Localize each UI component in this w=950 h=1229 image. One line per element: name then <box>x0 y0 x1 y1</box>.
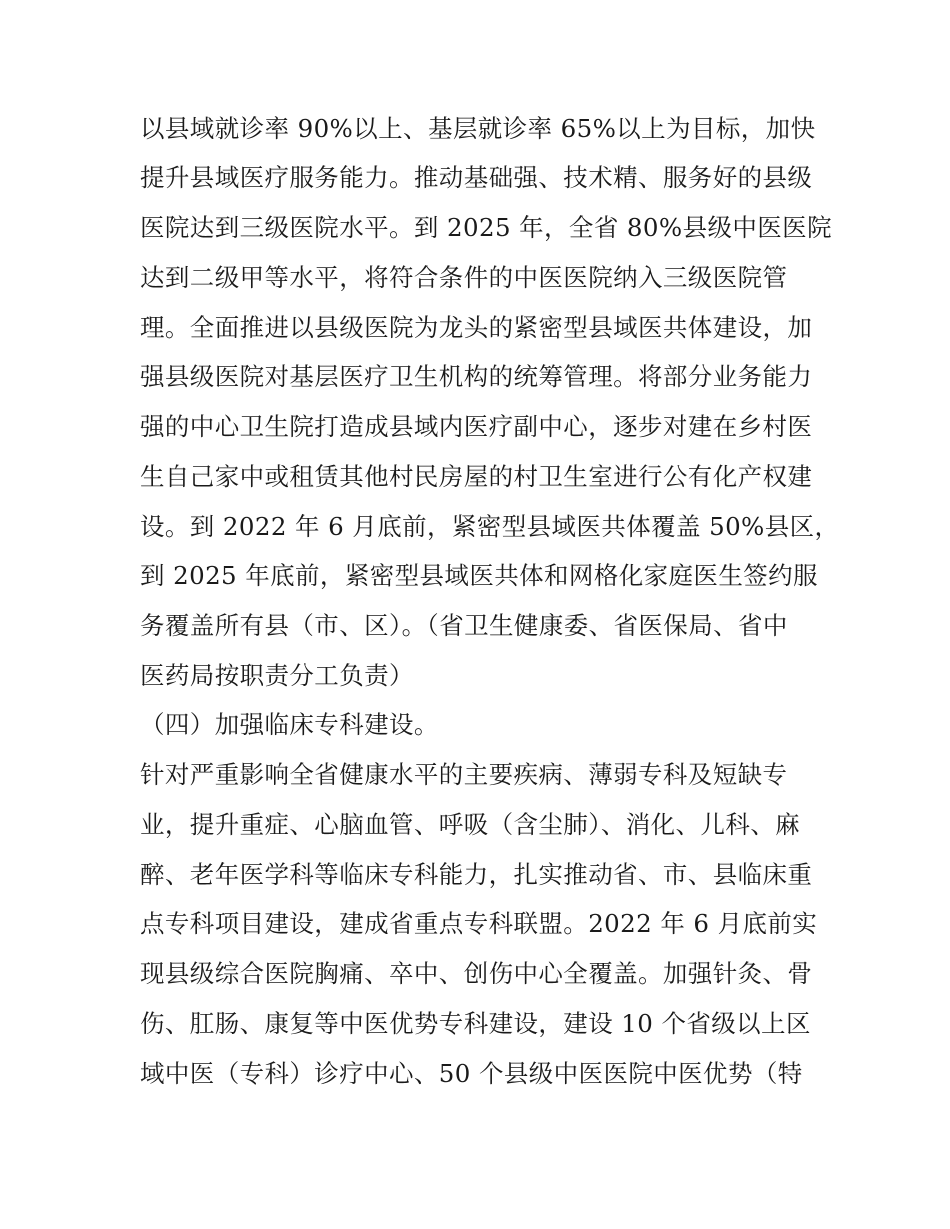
text-line: 强县级医院对基层医疗卫生机构的统筹管理。将部分业务能力 <box>140 362 813 391</box>
text-line: 提升县域医疗服务能力。推动基础强、技术精、服务好的县级 <box>140 163 813 192</box>
section-heading: （四）加强临床专科建设。 <box>140 710 439 739</box>
text-line: 务覆盖所有县（市、区）。（省卫生健康委、省医保局、省中 <box>140 611 788 640</box>
text-line: 医药局按职责分工负责） <box>140 661 414 690</box>
text-line: 域中医（专科）诊疗中心、50 个县级中医医院中医优势（特 <box>140 1059 803 1088</box>
text-line: 理。全面推进以县级医院为龙头的紧密型县域医共体建设，加 <box>140 313 813 342</box>
text-line: 医院达到三级医院水平。到 2025 年，全省 80%县级中医医院 <box>140 213 832 242</box>
text-line: 业，提升重症、心脑血管、呼吸（含尘肺）、消化、儿科、麻 <box>140 810 801 839</box>
text-line: 伤、肛肠、康复等中医优势专科建设，建设 10 个省级以上区 <box>140 1009 811 1038</box>
text-line: 针对严重影响全省健康水平的主要疾病、薄弱专科及短缺专 <box>140 760 788 789</box>
text-line: 点专科项目建设，建成省重点专科联盟。2022 年 6 月底前实 <box>140 909 818 938</box>
text-line: 设。到 2022 年 6 月底前，紧密型县域医共体覆盖 50%县区， <box>140 512 840 541</box>
text-line: 达到二级甲等水平，将符合条件的中医医院纳入三级医院管 <box>140 263 788 292</box>
text-line: 到 2025 年底前，紧密型县域医共体和网格化家庭医生签约服 <box>140 561 818 590</box>
text-line: 强的中心卫生院打造成县域内医疗副中心，逐步对建在乡村医 <box>140 412 813 441</box>
text-line: 以县域就诊率 90%以上、基层就诊率 65%以上为目标，加快 <box>140 114 816 143</box>
text-line: 生自己家中或租赁其他村民房屋的村卫生室进行公有化产权建 <box>140 462 813 491</box>
text-line: 现县级综合医院胸痛、卒中、创伤中心全覆盖。加强针灸、骨 <box>140 959 813 988</box>
text-line: 醉、老年医学科等临床专科能力，扎实推动省、市、县临床重 <box>140 860 813 889</box>
